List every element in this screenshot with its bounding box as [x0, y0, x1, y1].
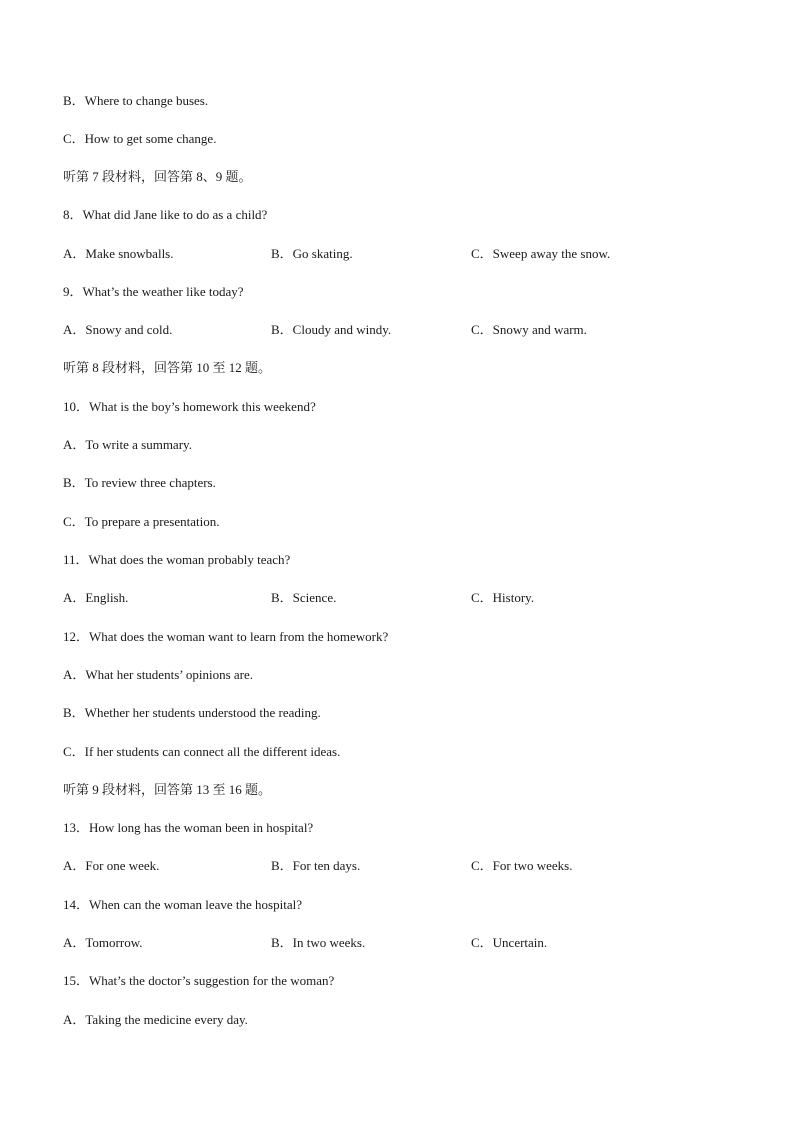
option-c: C．History.: [471, 590, 535, 605]
option-a: A．Taking the medicine every day.: [63, 1012, 248, 1027]
section-instruction: 听第 8 段材料，回答第 10 至 12 题。: [63, 360, 272, 375]
option-b: B．In two weeks.: [271, 935, 366, 950]
option-b: B．For ten days.: [271, 858, 361, 873]
question-10: 10．What is the boy’s homework this weekend?: [63, 399, 316, 414]
question-11: 11．What does the woman probably teach?: [63, 552, 291, 567]
option-c: C．Sweep away the snow.: [471, 246, 611, 261]
question-9: 9．What’s the weather like today?: [63, 284, 244, 299]
option-c: C．Uncertain.: [471, 935, 548, 950]
option-line: C．How to get some change.: [63, 131, 217, 146]
section-instruction: 听第 7 段材料，回答第 8、9 题。: [63, 169, 252, 184]
option-b: B．To review three chapters.: [63, 475, 216, 490]
option-c: C．Snowy and warm.: [471, 322, 587, 337]
question-8: 8．What did Jane like to do as a child?: [63, 207, 268, 222]
option-a: A．For one week.: [63, 858, 160, 873]
option-a: A．Make snowballs.: [63, 246, 174, 261]
option-line: B．Where to change buses.: [63, 93, 209, 108]
option-a: A．Tomorrow.: [63, 935, 143, 950]
option-a: A．English.: [63, 590, 129, 605]
question-14: 14．When can the woman leave the hospital?: [63, 897, 302, 912]
question-15: 15．What’s the doctor’s suggestion for the woman?: [63, 973, 335, 988]
question-12: 12．What does the woman want to learn from the homework?: [63, 629, 389, 644]
option-a: A．To write a summary.: [63, 437, 192, 452]
section-instruction: 听第 9 段材料，回答第 13 至 16 题。: [63, 782, 272, 797]
option-a: A．Snowy and cold.: [63, 322, 173, 337]
option-b: B．Go skating.: [271, 246, 353, 261]
option-c: C．For two weeks.: [471, 858, 573, 873]
option-c: C．If her students can connect all the different ideas.: [63, 744, 341, 759]
option-c: C．To prepare a presentation.: [63, 514, 220, 529]
option-b: B．Cloudy and windy.: [271, 322, 392, 337]
option-b: B．Whether her students understood the reading.: [63, 705, 321, 720]
option-a: A．What her students’ opinions are.: [63, 667, 254, 682]
question-13: 13．How long has the woman been in hospital?: [63, 820, 314, 835]
option-b: B．Science.: [271, 590, 337, 605]
